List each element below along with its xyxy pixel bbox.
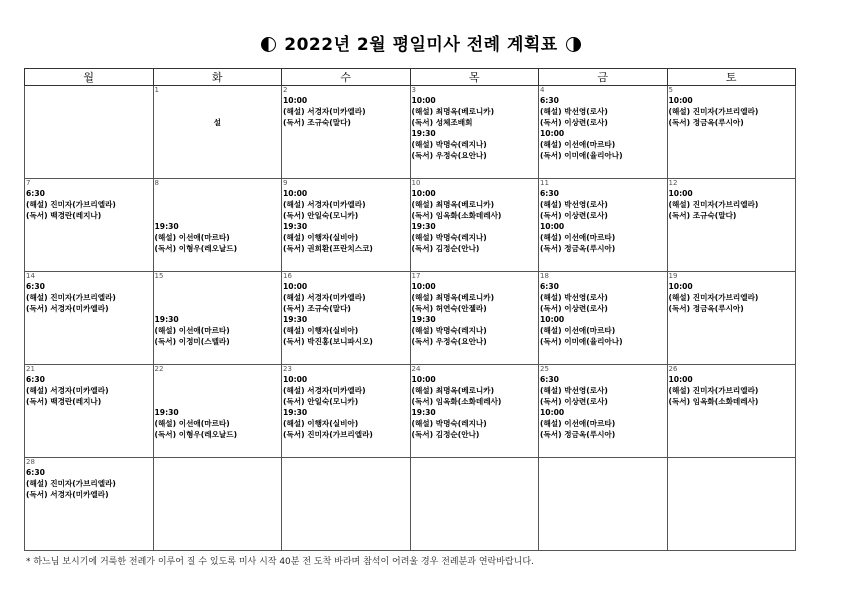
role-assignment: (해설) 박선영(로사) — [540, 293, 608, 303]
role-assignment: (해설) 최명옥(베로니카) — [411, 107, 495, 117]
mass-time: 19:30 — [154, 408, 179, 418]
role-assignment: (해설) 서경자(미카엘라) — [283, 386, 366, 396]
role-assignment: (독서) 김정순(안나) — [411, 430, 480, 440]
day-cell — [539, 272, 668, 365]
role-assignment: (독서) 이정미(스텔라) — [154, 337, 230, 347]
role-assignment: (해설) 이선애(마르타) — [540, 326, 616, 336]
mass-time: 19:30 — [154, 222, 179, 232]
day-number — [412, 458, 538, 467]
role-assignment: (해설) 서경자(미카엘라) — [283, 200, 366, 210]
role-assignment: (해설) 진미자(가브리엘라) — [668, 107, 759, 117]
role-assignment: (해설) 이행자(실비아) — [283, 233, 359, 243]
role-assignment: (해설) 이행자(실비아) — [283, 326, 359, 336]
day-cell — [667, 272, 796, 365]
role-assignment: (독서) 정금옥(루시아) — [668, 304, 744, 314]
role-assignment: (독서) 이형우(레오날드) — [154, 244, 238, 254]
mass-time: 19:30 — [283, 222, 308, 232]
day-cell — [282, 86, 411, 179]
role-assignment: (독서) 임옥화(소화데레사) — [411, 211, 502, 221]
weekday-header: 토 — [667, 69, 796, 86]
weekday-header: 목 — [410, 69, 539, 86]
role-assignment — [155, 396, 281, 407]
mass-time: 19:30 — [283, 315, 308, 325]
role-assignment: (독서) 조규숙(말다) — [668, 211, 737, 221]
role-assignment: (독서) 정금옥(루시아) — [668, 118, 744, 128]
mass-time: 6:30 — [26, 468, 45, 477]
role-assignment: (독서) 우정숙(요안나) — [411, 151, 487, 161]
day-number: 4 — [540, 86, 545, 94]
week-row — [25, 86, 796, 179]
role-assignment: (독서) 안일숙(모니카) — [283, 211, 359, 221]
day-number: 8 — [154, 179, 159, 187]
day-number: 28 — [26, 458, 35, 466]
role-assignment: (해설) 진미자(가브리엘라) — [668, 293, 759, 303]
day-cell — [539, 179, 668, 272]
day-number: 15 — [154, 272, 164, 280]
day-cell — [282, 365, 411, 458]
mass-time: 10:00 — [540, 408, 565, 418]
day-number: 5 — [668, 86, 673, 94]
day-cell — [667, 365, 796, 458]
day-cell — [25, 458, 154, 551]
role-assignment: (독서) 이상련(로사) — [540, 304, 608, 314]
role-assignment: (독서) 허연숙(안젤라) — [411, 304, 487, 314]
day-number: 19 — [668, 272, 678, 280]
day-number: 14 — [26, 272, 35, 280]
schedule-table — [24, 68, 796, 551]
role-assignment — [155, 385, 281, 396]
mass-time: 6:30 — [540, 282, 559, 291]
day-number: 11 — [540, 179, 549, 187]
mass-time: 19:30 — [411, 315, 436, 325]
schedule-body — [25, 86, 796, 551]
mass-time: 10:00 — [668, 282, 693, 291]
role-assignment — [155, 210, 281, 221]
role-assignment — [155, 188, 281, 199]
day-cell — [153, 458, 282, 551]
role-assignment: (해설) 최명옥(베로니카) — [411, 293, 495, 303]
mass-time: 10:00 — [540, 222, 565, 232]
day-cell — [25, 365, 154, 458]
day-number — [669, 458, 795, 467]
role-assignment: (해설) 이선애(마르타) — [154, 326, 230, 336]
half-circle-icon — [566, 37, 581, 52]
role-assignment — [155, 303, 281, 314]
mass-time: 10:00 — [283, 96, 308, 105]
week-row — [25, 458, 796, 551]
mass-time: 10:00 — [540, 129, 565, 139]
weekday-header: 수 — [282, 69, 411, 86]
mass-time: 6:30 — [26, 282, 45, 291]
role-assignment: (독서) 조규숙(말다) — [283, 304, 351, 314]
day-number: 24 — [411, 365, 421, 373]
role-assignment: (해설) 진미자(가브리엘라) — [26, 200, 116, 210]
mass-time: 6:30 — [540, 189, 559, 198]
day-cell — [539, 365, 668, 458]
role-assignment: (독서) 이상련(로사) — [540, 397, 608, 407]
role-assignment: (독서) 서경자(미카엘라) — [26, 304, 109, 314]
role-assignment: (해설) 진미자(가브리엘라) — [26, 293, 116, 303]
mass-time: 6:30 — [26, 375, 45, 384]
role-assignment — [155, 374, 281, 385]
week-row — [25, 365, 796, 458]
mass-time: 10:00 — [411, 375, 436, 384]
mass-time: 10:00 — [540, 315, 565, 325]
day-cell — [25, 272, 154, 365]
weekday-header: 월 — [25, 69, 154, 86]
role-assignment — [155, 292, 281, 303]
day-cell — [539, 86, 668, 179]
holiday-label: 설 — [213, 118, 221, 127]
role-assignment: (해설) 박명숙(레지나) — [411, 326, 487, 336]
role-assignment: (독서) 이형우(레오날드) — [154, 430, 238, 440]
role-assignment: (해설) 이선애(마르타) — [154, 233, 230, 243]
role-assignment: (해설) 서경자(미카엘라) — [26, 386, 109, 396]
role-assignment: (독서) 백경란(레지나) — [26, 397, 102, 407]
day-cell — [153, 86, 282, 179]
role-assignment: (독서) 박진홍(보니파시오) — [283, 337, 373, 347]
mass-time: 19:30 — [283, 408, 308, 418]
mass-time: 10:00 — [668, 96, 693, 105]
mass-time: 10:00 — [283, 282, 308, 291]
day-number: 1 — [154, 86, 159, 94]
day-cell — [153, 179, 282, 272]
day-number: 21 — [26, 365, 35, 373]
role-assignment: (독서) 이미애(율리아나) — [540, 337, 623, 347]
role-assignment: (독서) 이미애(율리아나) — [540, 151, 623, 161]
day-number: 7 — [26, 179, 31, 187]
mass-time: 19:30 — [411, 129, 436, 139]
day-cell — [667, 458, 796, 551]
half-circle-icon — [261, 37, 276, 52]
day-number: 2 — [283, 86, 288, 94]
day-number: 26 — [668, 365, 678, 373]
role-assignment: (해설) 박명숙(레지나) — [411, 140, 487, 150]
mass-time: 10:00 — [283, 189, 308, 198]
role-assignment: (해설) 박명숙(레지나) — [411, 419, 487, 429]
day-cell — [410, 458, 539, 551]
day-number: 25 — [540, 365, 549, 373]
role-assignment: (독서) 정금옥(루시아) — [540, 244, 616, 254]
role-assignment: (독서) 우정숙(요안나) — [411, 337, 487, 347]
role-assignment: (해설) 박명숙(레지나) — [411, 233, 487, 243]
role-assignment: (독서) 진미자(가브리엘라) — [283, 430, 373, 440]
mass-time: 10:00 — [668, 375, 693, 384]
role-assignment: (독서) 안일숙(모니카) — [283, 397, 359, 407]
role-assignment: (해설) 이선애(마르타) — [154, 419, 230, 429]
day-number: 16 — [283, 272, 292, 280]
role-assignment: (해설) 이선애(마르타) — [540, 419, 616, 429]
day-cell — [282, 179, 411, 272]
day-cell — [410, 86, 539, 179]
role-assignment: (해설) 이선애(마르타) — [540, 233, 616, 243]
role-assignment: (해설) 최명옥(베로니카) — [411, 200, 495, 210]
day-cell — [410, 272, 539, 365]
role-assignment: (독서) 성체조배회 — [411, 118, 473, 128]
role-assignment: (해설) 서경자(미카엘라) — [283, 293, 366, 303]
weekday-header: 금 — [539, 69, 668, 86]
mass-time: 19:30 — [154, 315, 179, 325]
day-number: 18 — [540, 272, 549, 280]
week-row — [25, 179, 796, 272]
day-number: 3 — [411, 86, 416, 94]
day-cell — [25, 86, 154, 179]
role-assignment: (해설) 박선영(로사) — [540, 386, 608, 396]
role-assignment: (독서) 김정순(안나) — [411, 244, 480, 254]
title-text: 2022년 2월 평일미사 전례 계획표 — [284, 35, 558, 55]
page-title — [0, 30, 842, 55]
role-assignment — [155, 199, 281, 210]
footnote: * 하느님 보시기에 거룩한 전례가 이루어 질 수 있도록 미사 시작 40분 전 도착 바라며 참석이 어려울 경우 전례분과 연락바랍니다. — [26, 557, 534, 567]
day-number — [540, 458, 666, 467]
role-assignment: (해설) 진미자(가브리엘라) — [26, 479, 116, 489]
role-assignment: (해설) 서경자(미카엘라) — [283, 107, 366, 117]
day-number: 17 — [411, 272, 421, 280]
day-cell — [539, 458, 668, 551]
role-assignment: (독서) 이상련(로사) — [540, 211, 608, 221]
day-number — [155, 458, 281, 467]
mass-time: 19:30 — [411, 222, 436, 232]
day-cell — [153, 365, 282, 458]
day-number: 12 — [668, 179, 678, 187]
mass-time: 10:00 — [668, 189, 693, 198]
mass-time: 10:00 — [411, 96, 436, 105]
role-assignment: (해설) 진미자(가브리엘라) — [668, 386, 759, 396]
mass-time: 6:30 — [540, 96, 559, 105]
day-number: 23 — [283, 365, 292, 373]
day-cell — [410, 365, 539, 458]
weekday-header: 화 — [153, 69, 282, 86]
weekday-header-row — [25, 69, 796, 86]
role-assignment: (독서) 조규숙(말다) — [283, 118, 351, 128]
week-row — [25, 272, 796, 365]
day-cell — [667, 86, 796, 179]
day-cell — [153, 272, 282, 365]
role-assignment: (독서) 정금옥(루시아) — [540, 430, 616, 440]
role-assignment: (해설) 박선영(로사) — [540, 200, 608, 210]
role-assignment: (독서) 이상련(로사) — [540, 118, 608, 128]
day-number: 22 — [154, 365, 164, 373]
day-cell — [410, 179, 539, 272]
day-number: 10 — [411, 179, 421, 187]
mass-time: 10:00 — [283, 375, 308, 384]
day-number — [26, 86, 152, 95]
mass-time: 10:00 — [411, 282, 436, 291]
role-assignment: (독서) 서경자(미카엘라) — [26, 490, 109, 500]
role-assignment: (독서) 백경란(레지나) — [26, 211, 102, 221]
mass-time: 19:30 — [411, 408, 436, 418]
day-number — [283, 458, 409, 467]
day-number: 9 — [283, 179, 288, 187]
role-assignment: (해설) 진미자(가브리엘라) — [668, 200, 759, 210]
role-assignment: (해설) 이행자(실비아) — [283, 419, 359, 429]
mass-time: 10:00 — [411, 189, 436, 198]
role-assignment: (해설) 박선영(로사) — [540, 107, 608, 117]
day-cell — [25, 179, 154, 272]
role-assignment — [155, 281, 281, 292]
day-cell — [282, 272, 411, 365]
role-assignment: (해설) 최명옥(베로니카) — [411, 386, 495, 396]
day-cell — [282, 458, 411, 551]
role-assignment: (독서) 임옥화(소화데레사) — [668, 397, 759, 407]
role-assignment: (독서) 임옥화(소화데레사) — [411, 397, 502, 407]
role-assignment: (해설) 이선애(마르타) — [540, 140, 616, 150]
role-assignment: (독서) 권희환(프란치스코) — [283, 244, 373, 254]
day-cell — [667, 179, 796, 272]
mass-time: 6:30 — [26, 189, 45, 198]
mass-time: 6:30 — [540, 375, 559, 384]
